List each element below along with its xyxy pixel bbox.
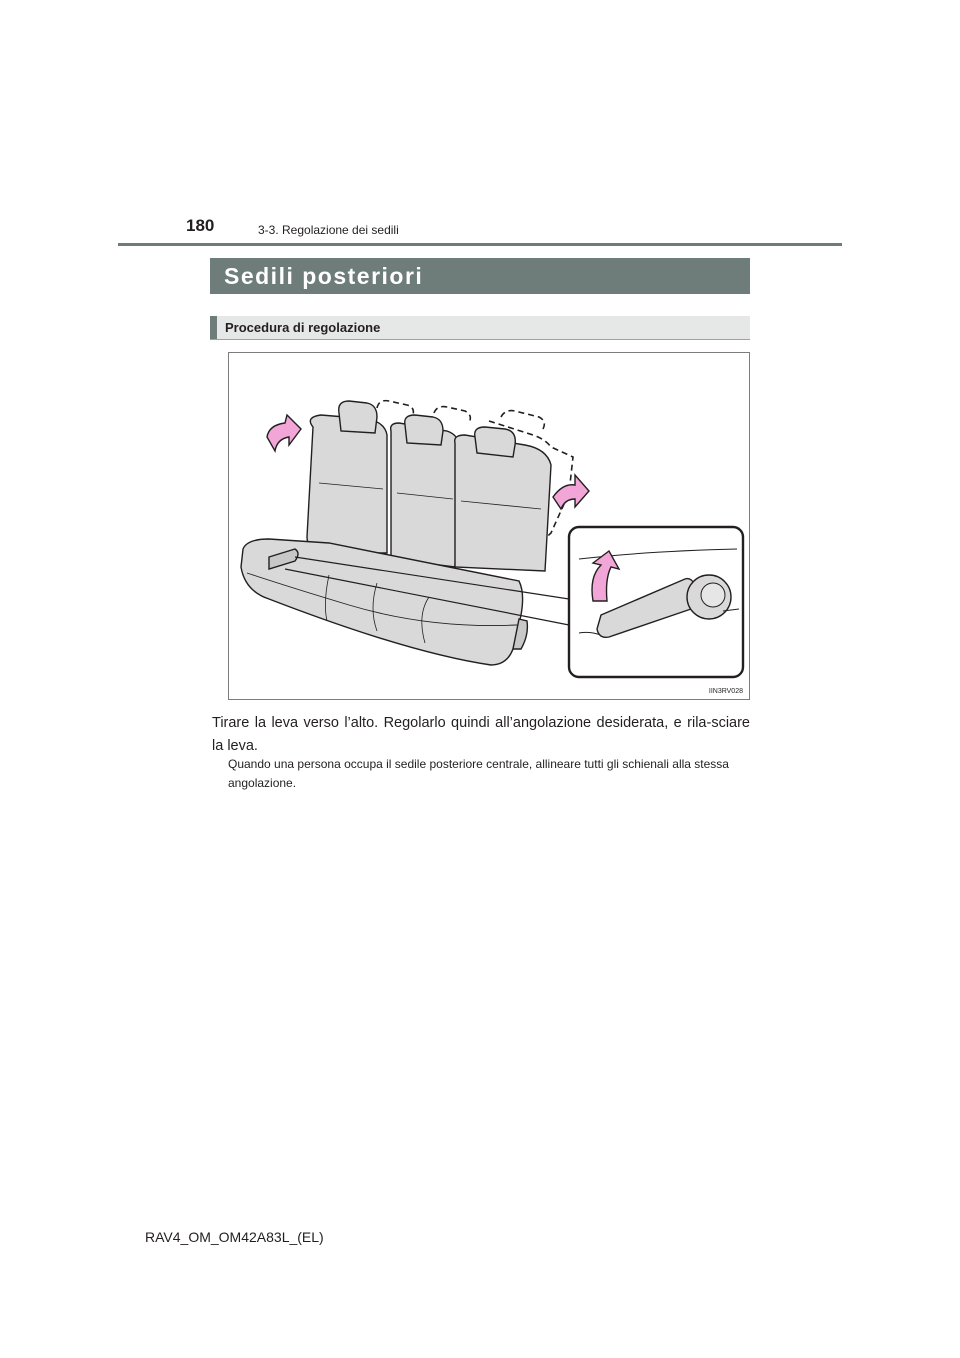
instruction-text: Tirare la leva verso l’alto. Regolarlo quindi all’angolazione desiderata, e rila-sciare la leva. — [212, 715, 750, 754]
page-number: 180 — [186, 216, 215, 235]
note-text: Quando una persona occupa il sedile posteriore centrale, allineare tutti gli schienali alla stessa angolazione. — [228, 757, 729, 790]
subheading-tab — [210, 316, 217, 339]
section-label: 3-3. Regolazione dei sedili — [258, 223, 399, 237]
title-bar — [210, 258, 750, 294]
recline-arrow-left-icon — [267, 415, 301, 451]
inset-lever-detail — [569, 527, 743, 677]
page-title: Sedili posteriori — [224, 262, 424, 289]
figure-code: IIN3RV028 — [708, 688, 743, 695]
seat-illustration — [228, 352, 750, 700]
header-rule — [118, 243, 842, 246]
subheading-bar — [210, 316, 750, 340]
subheading: Procedura di regolazione — [225, 320, 381, 335]
rear-seat-drawing — [229, 353, 749, 699]
footer-doc-code: RAV4_OM_OM42A83L_(EL) — [145, 1229, 324, 1245]
